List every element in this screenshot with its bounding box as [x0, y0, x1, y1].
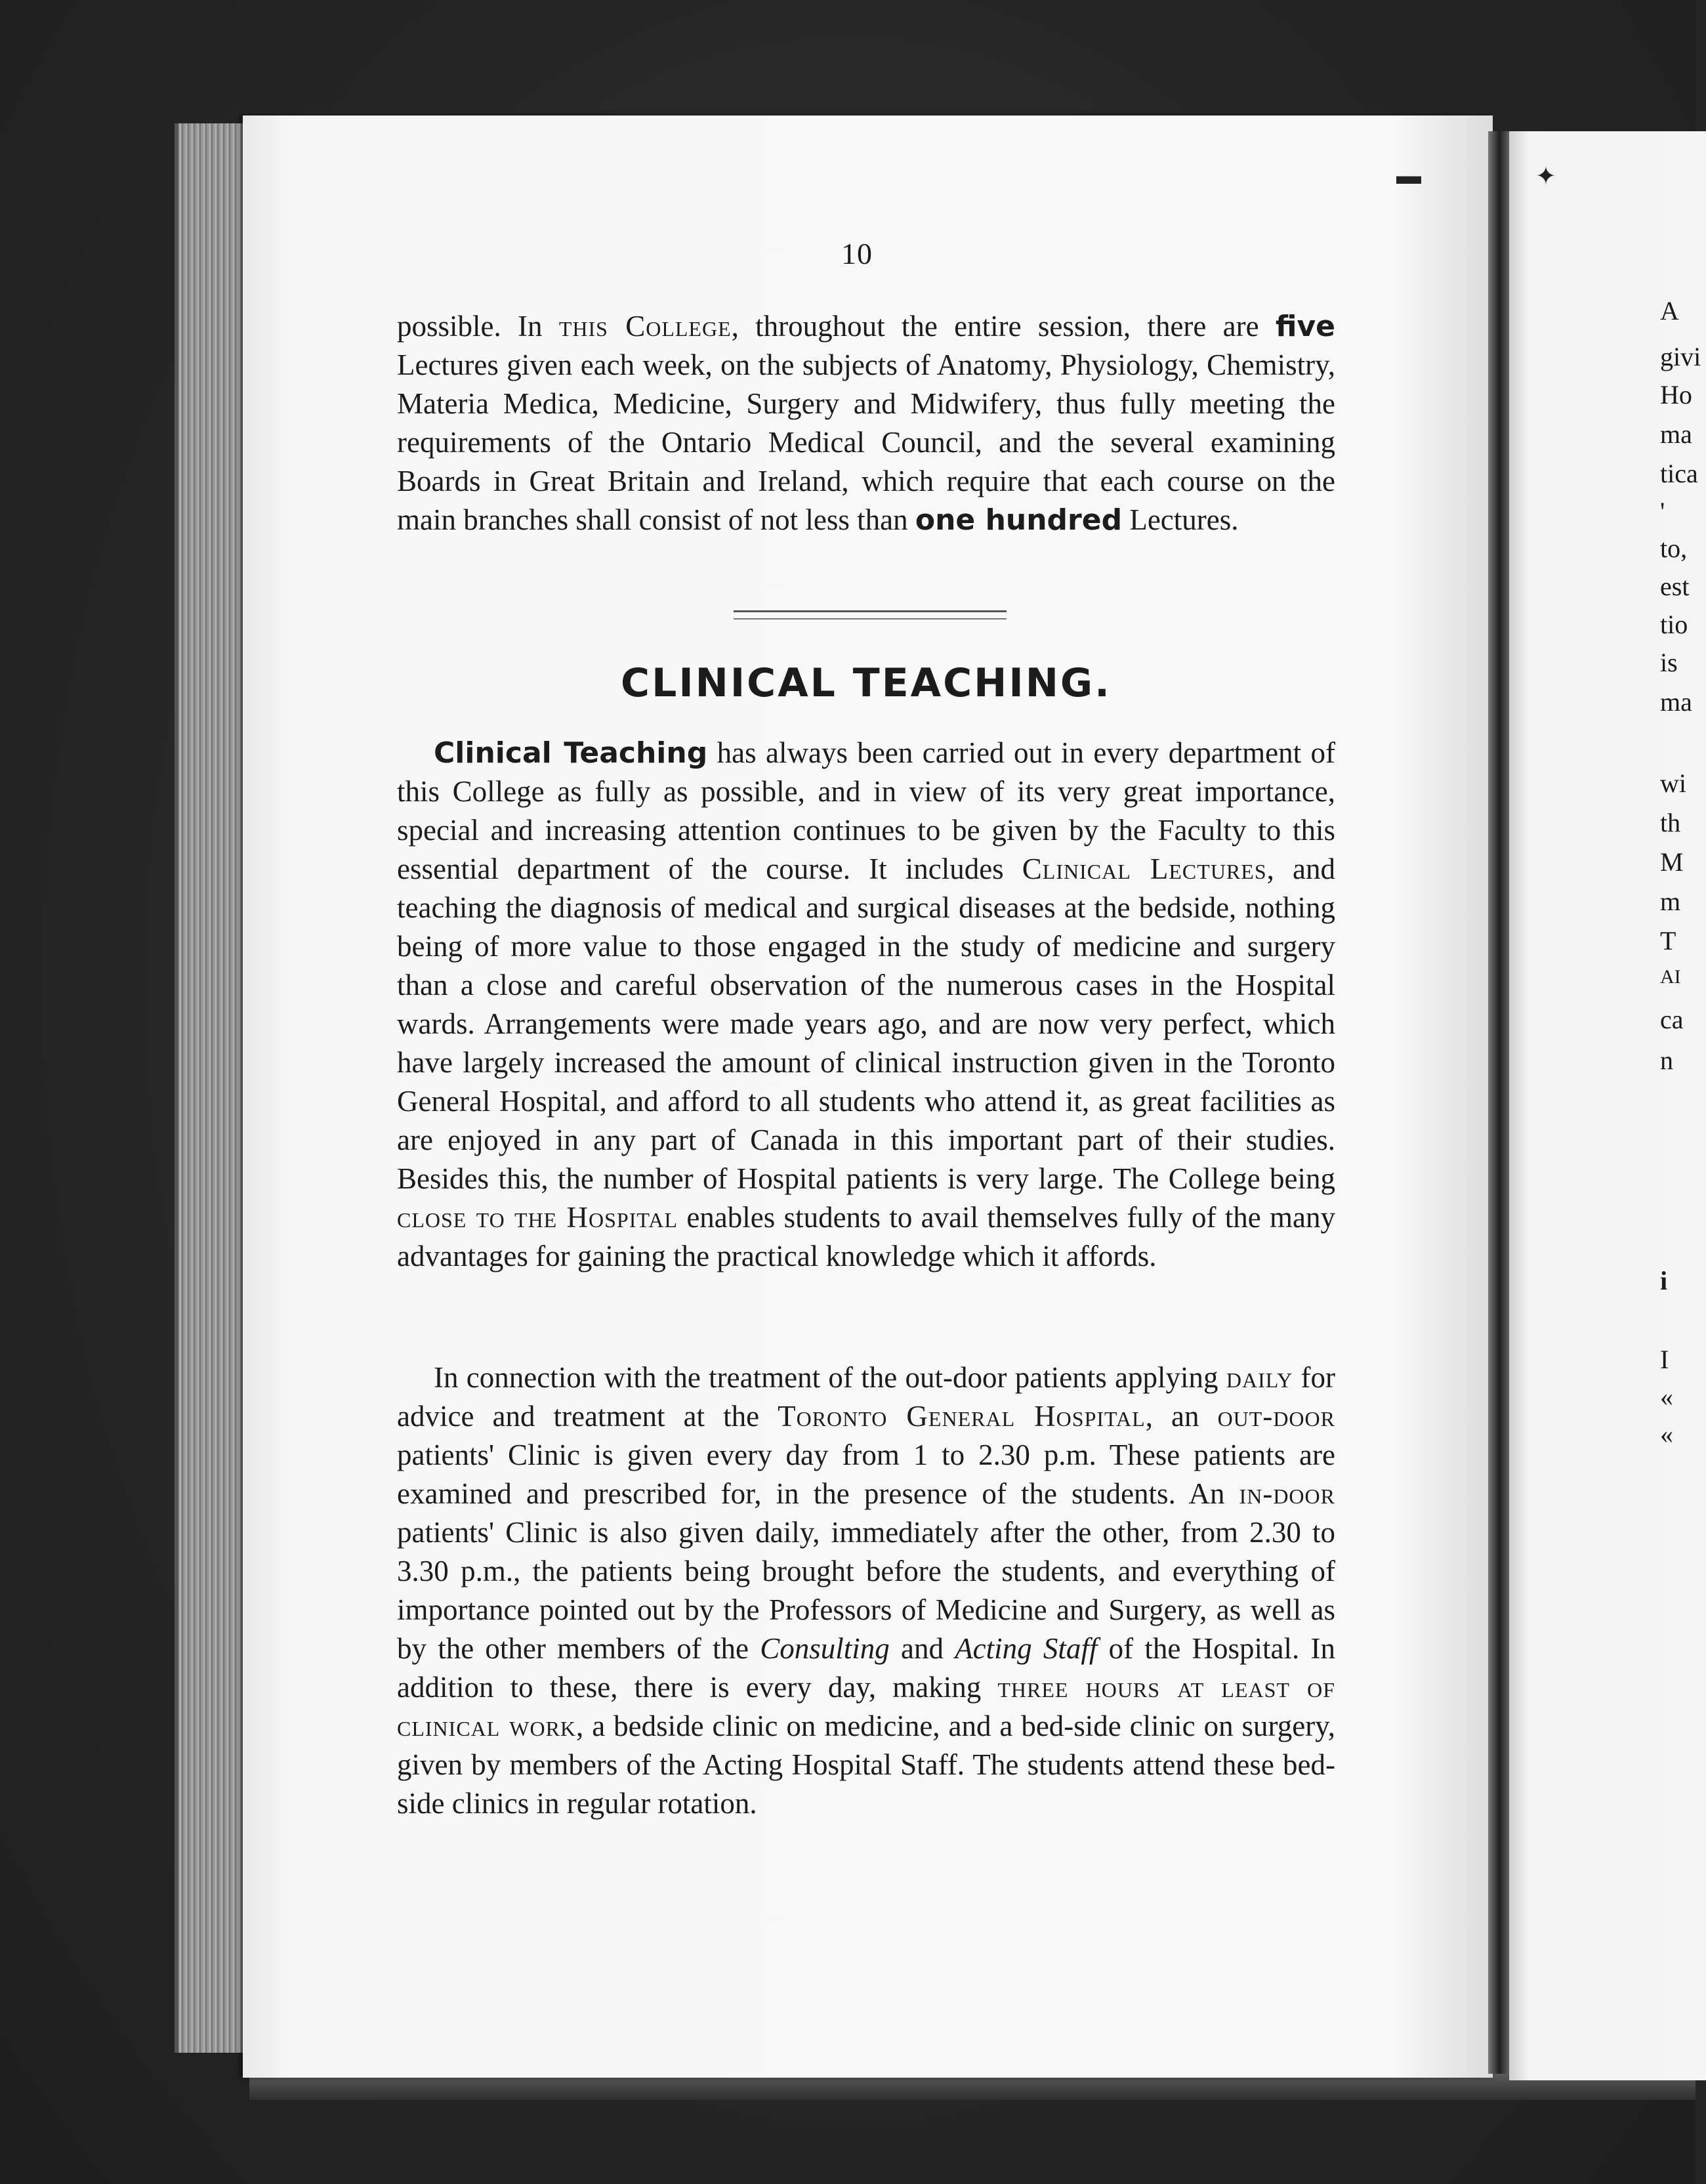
text-run: Lectures. [1122, 503, 1239, 536]
facing-fragment: est [1660, 572, 1690, 601]
facing-fragment: n [1660, 1045, 1673, 1075]
text-run: patients' Clinic is given every day from 1 to 2.30 p.m. These patients are examined and prescribed for, in the presence of the students. An [397, 1438, 1335, 1510]
section-divider [734, 610, 1007, 620]
text-run: patients' Clinic is also given daily, immediately after the other, from 2.30 to 3.30 p.m., the patients being brought before the students, and everything of importance pointed out by the Professors of Medicine and Surgery, as well as by the other members of the [397, 1516, 1335, 1665]
facing-fragment: i [1660, 1266, 1668, 1295]
small-caps-run: daily [1226, 1361, 1293, 1394]
small-caps-run: out-door [1217, 1400, 1335, 1433]
page-number: 10 [841, 237, 873, 270]
facing-fragment: ma [1660, 419, 1692, 449]
small-caps-run: Toronto General Hospital [778, 1400, 1146, 1433]
small-caps-run: three hours at least of clinical work [397, 1671, 1336, 1742]
text-run: , a bedside clinic on medicine, and a bed-side clinic on surgery, given by members of the Acting Hospital Staff. The students attend these bed-side clinics in regular rotation. [397, 1710, 1336, 1820]
text-run: Lectures given each week, on the subjects of Anatomy, Physiology, Chemistry, Materia Medica, Medicine, Surgery and Midwifery, thus fully meeting the requirements of the Ontario Medical Council, and the several examining Boards in Great Britain and Ireland, which require that each course on the main branches shall consist of not less than [397, 348, 1335, 536]
facing-fragment: tica [1660, 459, 1698, 488]
facing-fragment: « [1660, 1382, 1673, 1412]
scan-blemish-icon: ▬ [1396, 162, 1421, 190]
facing-fragment: is [1660, 648, 1678, 677]
facing-fragment: givi [1660, 342, 1701, 371]
facing-fragment: AI [1660, 966, 1681, 988]
facing-fragment: ca [1660, 1005, 1684, 1034]
clinical-teaching-paragraph-2 [397, 1358, 1335, 1823]
facing-fragment: Ho [1660, 380, 1692, 410]
facing-fragment: ma [1660, 687, 1692, 717]
text-run: of the Hospital. In addition to these, there is every day, making [397, 1632, 1335, 1704]
text-run: possible. In [397, 310, 559, 343]
section-heading: CLINICAL TEACHING. [621, 660, 1112, 706]
facing-fragment: th [1660, 808, 1681, 837]
bold-run: five [1275, 310, 1336, 343]
opening-paragraph [397, 307, 1335, 539]
book-gutter [1488, 131, 1510, 2074]
small-caps-run: close to the Hospital [397, 1201, 678, 1234]
text-run: has always been carried out in every department of this College as fully as possible, and in view of its very great importance, special and increasing attention continues to be given by the Faculty to this essential department of the course. It includes [397, 736, 1336, 885]
italic-run: Consulting [760, 1632, 890, 1665]
facing-fragment: wi [1660, 768, 1686, 798]
clinical-teaching-paragraph-1 [397, 734, 1335, 1276]
book-bottom-edge [249, 2074, 1696, 2100]
scan-blemish-icon: ✦ [1535, 163, 1556, 190]
facing-fragment: A [1660, 296, 1679, 326]
small-caps-run: in-door [1239, 1477, 1335, 1510]
facing-fragment: to, [1660, 534, 1688, 563]
facing-fragment: M [1660, 847, 1684, 877]
facing-fragment: « [1660, 1419, 1673, 1449]
small-caps-run: Clinical Lectures [1022, 852, 1267, 885]
facing-fragment: m [1660, 887, 1681, 916]
facing-fragment: T [1660, 926, 1676, 956]
text-run: , an [1145, 1400, 1218, 1433]
text-run: for advice and treatment at the [397, 1361, 1335, 1433]
page-edges [175, 123, 251, 2053]
italic-run: Acting Staff [955, 1632, 1098, 1665]
bold-run: one hundred [915, 503, 1123, 537]
facing-fragment: ' [1660, 497, 1665, 526]
small-caps-run: this College [558, 310, 732, 343]
text-run: enables students to avail themselves fully of the many advantages for gaining the practical knowledge which it affords. [397, 1201, 1335, 1272]
bold-run: Clinical Teaching [434, 736, 708, 770]
facing-fragment: I [1660, 1345, 1669, 1374]
facing-page-cropped [1509, 131, 1706, 2080]
text-run: and [889, 1632, 955, 1665]
text-run: , throughout the entire session, there are [731, 310, 1276, 343]
text-run: , and teaching the diagnosis of medical and surgical diseases at the bedside, nothing being of more value to those engaged in the study of medicine and surgery than a close and careful observation of the numerous cases in the Hospital wards. Arrangements were made years ago, and are now very perfect, which have largely increased the amount of clinical instruction given in the Toronto General Hospital, and afford to all students who attend it, as great facilities as are enjoyed in any part of Canada in this important part of their studies. Besides this, the number of Hospital patients is very large. The College being [397, 852, 1335, 1195]
facing-fragment: tio [1660, 610, 1688, 639]
text-run: In connection with the treatment of the out-door patients applying [434, 1361, 1226, 1394]
